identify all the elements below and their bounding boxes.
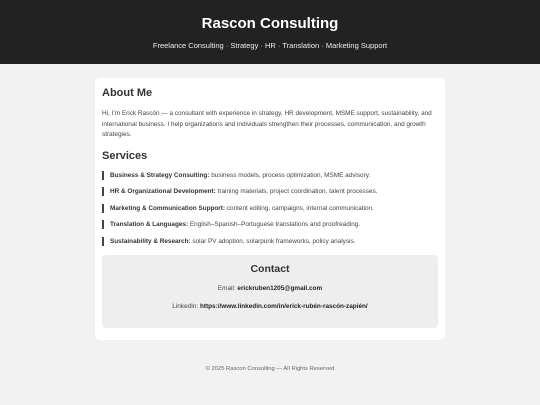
about-heading: About Me xyxy=(102,87,153,99)
main-card xyxy=(95,78,445,340)
about-text: Hi, I’m Erick Rascón — a consultant with experience in strategy, HR development, MSME support, sustainability, and international business. I help organizations and individuals strengthen their processes, communication, and growth strategies. xyxy=(102,110,432,138)
services-heading: Services xyxy=(102,149,148,162)
service-description: training materials, project coordination, talent processes. xyxy=(215,188,378,195)
contact-email-line xyxy=(102,284,438,293)
service-name: Translation & Languages: xyxy=(110,221,189,228)
site-title: Rascon Consulting xyxy=(201,15,339,32)
site-header xyxy=(0,0,540,64)
email-label: Email: xyxy=(217,284,238,292)
contact-box xyxy=(102,255,438,328)
service-item-business-strategy xyxy=(102,171,438,180)
linkedin-link[interactable]: https://www.linkedin.com/in/erick-rubén-rascón-zapién/ xyxy=(199,302,368,310)
service-name: Business & Strategy Consulting: xyxy=(110,171,210,179)
services-list xyxy=(102,171,438,246)
site-footer: © 2025 Rascon Consulting — All Rights Reserved xyxy=(205,366,335,372)
service-item-marketing xyxy=(102,204,438,213)
email-link[interactable]: erickruben1205@gmail.com xyxy=(237,284,323,292)
contact-linkedin-line xyxy=(102,302,438,311)
service-description: solar PV adoption, solarpunk frameworks, policy analysis. xyxy=(190,237,356,245)
contact-heading: Contact xyxy=(250,262,290,275)
site-tagline: Freelance Consulting · Strategy · HR · Translation · Marketing Support xyxy=(152,41,388,50)
service-item-sustainability xyxy=(102,237,438,246)
service-name: Marketing & Communication Support: xyxy=(110,204,226,212)
service-name: Sustainability & Research: xyxy=(110,237,191,245)
service-description: content editing, campaigns, internal communication. xyxy=(225,204,374,212)
service-name: HR & Organizational Development: xyxy=(110,188,216,195)
linkedin-label: LinkedIn: xyxy=(172,302,200,310)
service-item-hr xyxy=(102,187,438,196)
service-description: business models, process optimization, MSME advisory. xyxy=(209,171,371,179)
service-description: English–Spanish–Portuguese translations and proofreading. xyxy=(188,221,361,228)
service-item-translation xyxy=(102,220,438,229)
